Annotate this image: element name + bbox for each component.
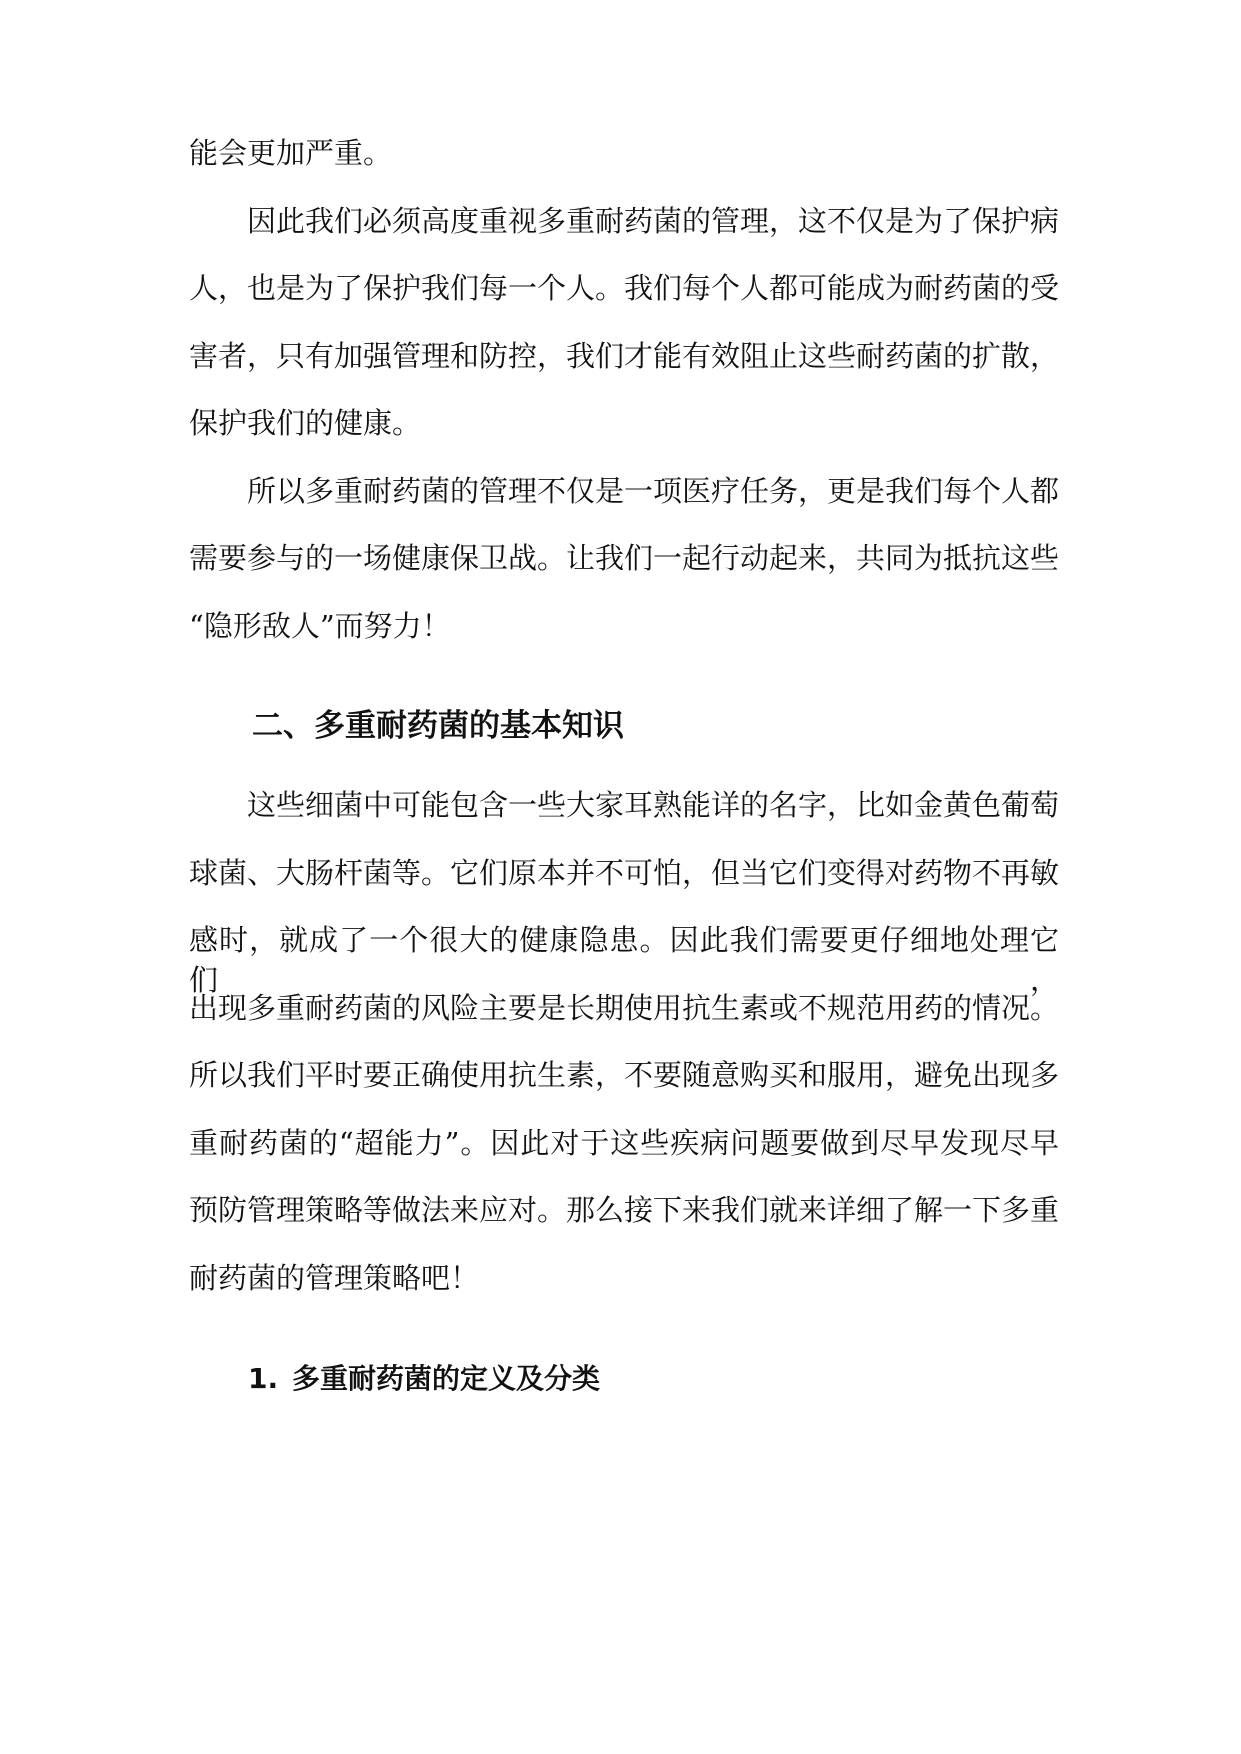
subsection-number: 1. <box>248 1362 279 1395</box>
paragraph-line: 重耐药菌的“超能力”。因此对于这些疾病问题要做到尽早发现尽早 <box>189 1126 1059 1160</box>
paragraph-line: 害者，只有加强管理和防控，我们才能有效阻止这些耐药菌的扩散， <box>189 339 1060 373</box>
paragraph-line: 预防管理策略等做法来应对。那么接下来我们就来详细了解一下多重 <box>189 1193 1060 1227</box>
subsection-heading <box>248 1359 600 1399</box>
subsection-title: 多重耐药菌的定义及分类 <box>292 1362 601 1395</box>
paragraph-line: 保护我们的健康。 <box>189 406 422 440</box>
paragraph-line: 出现多重耐药菌的风险主要是长期使用抗生素或不规范用药的情况。 <box>189 991 1060 1025</box>
paragraph-line: 人，也是为了保护我们每一个人。我们每个人都可能成为耐药菌的受 <box>189 271 1060 305</box>
paragraph-line: 因此我们必须高度重视多重耐药菌的管理，这不仅是为了保护病 <box>247 204 1060 238</box>
paragraph-line: 这些细菌中可能包含一些大家耳熟能详的名字，比如金黄色葡萄 <box>247 788 1060 822</box>
paragraph-line: 所以我们平时要正确使用抗生素，不要随意购买和服用，避免出现多 <box>189 1058 1060 1092</box>
paragraph-line: 需要参与的一场健康保卫战。让我们一起行动起来，共同为抵抗这些 <box>189 541 1060 575</box>
paragraph-line: 能会更加严重。 <box>189 136 393 170</box>
paragraph-line: 所以多重耐药菌的管理不仅是一项医疗任务，更是我们每个人都 <box>247 474 1060 508</box>
paragraph-line: 耐药菌的管理策略吧！ <box>189 1261 480 1295</box>
paragraph-line: 感时，就成了一个很大的健康隐患。因此我们需要更仔细地处理它们， <box>189 923 1059 997</box>
paragraph-line: 球菌、大肠杆菌等。它们原本并不可怕，但当它们变得对药物不再敏 <box>189 856 1060 890</box>
paragraph-line: “隐形敌人”而努力！ <box>189 609 451 643</box>
section-heading: 二、多重耐药菌的基本知识 <box>252 708 624 744</box>
